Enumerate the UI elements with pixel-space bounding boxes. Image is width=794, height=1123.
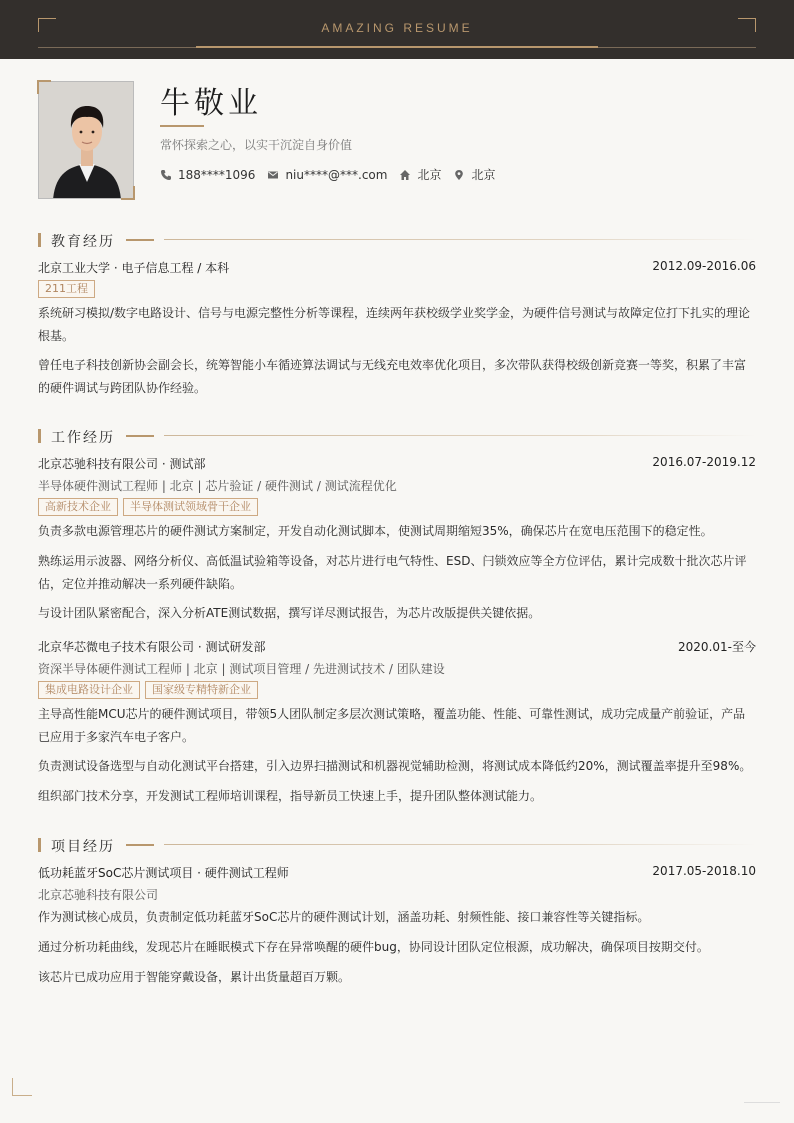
phone-text: 188****1096 xyxy=(178,167,256,182)
job-description: 与设计团队紧密配合，深入分析ATE测试数据，撰写详尽测试报告，为芯片改版提供关键依据。 xyxy=(38,606,541,620)
contact-email xyxy=(267,168,387,182)
candidate-motto: 常怀探索之心，以实干沉淀自身价值 xyxy=(160,138,353,152)
footer-divider xyxy=(744,1102,780,1103)
project-description: 该芯片已成功应用于智能穿戴设备，累计出货量超百万颗。 xyxy=(38,970,351,984)
mail-icon xyxy=(267,169,279,181)
job-description: 主导高性能MCU芯片的硬件测试项目，带领5人团队制定多层次测试策略，覆盖功能、性能、可靠性测试，成功完成量产前验证，产品已应用于多家汽车电子客户。 xyxy=(38,707,746,744)
job-period: 2016.07-2019.12 xyxy=(652,455,756,469)
project-description: 作为测试核心成员，负责制定低功耗蓝牙SoC芯片的硬件测试计划，涵盖功耗、射频性能、接口兼容性等关键指标。 xyxy=(38,910,650,924)
job-description: 熟练运用示波器、网络分析仪、高低温试验箱等设备，对芯片进行电气特性、ESD、闩锁效应等全方位评估，累计完成数十批次芯片评估，定位并推动解决一系列硬件缺陷。 xyxy=(38,554,747,591)
job-role: 资深半导体硬件测试工程师 | 北京 | 测试项目管理 / 先进测试技术 / 团队建设 xyxy=(38,662,445,676)
company-name: 北京芯驰科技有限公司 · 测试部 xyxy=(38,457,206,471)
tag-badge: 国家级专精特新企业 xyxy=(145,681,258,699)
project-description: 通过分析功耗曲线，发现芯片在睡眠模式下存在异常唤醒的硬件bug，协同设计团队定位根源，成功解决，确保项目按期交付。 xyxy=(38,940,709,954)
section-title: 工作经历 xyxy=(51,430,115,446)
section-header-projects xyxy=(38,836,756,854)
job-description: 组织部门技术分享，开发测试工程师培训课程，指导新员工快速上手，提升团队整体测试能力。 xyxy=(38,789,543,803)
photo-corner-accent xyxy=(37,80,51,94)
project-name: 低功耗蓝牙SoC芯片测试项目 · 硬件测试工程师 xyxy=(38,866,289,880)
avatar xyxy=(38,81,134,199)
tag-badge: 211工程 xyxy=(38,280,95,298)
email-text: niu****@***.com xyxy=(285,167,388,182)
corner-ornament-bottom xyxy=(12,1078,32,1096)
phone-icon xyxy=(160,169,172,181)
contact-location xyxy=(453,166,495,183)
section-header-work xyxy=(38,427,756,445)
person-portrait-icon xyxy=(39,82,134,199)
job-period: 2020.01-至今 xyxy=(678,640,756,654)
name-underline xyxy=(160,125,204,127)
location-text: 北京 xyxy=(471,168,496,182)
profile-photo xyxy=(38,81,134,199)
project-company: 北京芯驰科技有限公司 xyxy=(38,888,159,902)
candidate-name: 牛敬业 xyxy=(160,86,262,121)
project-period: 2017.05-2018.10 xyxy=(652,864,756,878)
education-description: 曾任电子科技创新协会副会长，统筹智能小车循迹算法调试与无线充电效率优化项目，多次带队获得校级创新竞赛一等奖，积累了丰富的硬件调试与跨团队协作经验。 xyxy=(38,358,747,395)
contact-home xyxy=(399,166,441,183)
section-title: 项目经历 xyxy=(51,839,115,855)
job-description: 负责多款电源管理芯片的硬件测试方案制定，开发自动化测试脚本，使测试周期缩短35%，确保芯片在宽电压范围下的稳定性。 xyxy=(38,524,713,538)
header-title: AMAZING RESUME xyxy=(321,21,473,35)
education-period: 2012.09-2016.06 xyxy=(652,259,756,273)
contact-phone xyxy=(160,168,255,182)
section-title: 教育经历 xyxy=(51,234,115,250)
school-name: 北京工业大学 · 电子信息工程 / 本科 xyxy=(38,261,230,275)
header-bar xyxy=(0,0,794,59)
section-header-education xyxy=(38,231,756,249)
education-tags xyxy=(38,280,100,298)
job-role: 半导体硬件测试工程师 | 北京 | 芯片验证 / 硬件测试 / 测试流程优化 xyxy=(38,479,397,493)
home-icon xyxy=(399,169,411,181)
job-tags xyxy=(38,498,263,516)
job-description: 负责测试设备选型与自动化测试平台搭建，引入边界扫描测试和机器视觉辅助检测，将测试成本降低约20%，测试覆盖率提升至98%。 xyxy=(38,759,752,773)
education-description: 系统研习模拟/数字电路设计、信号与电源完整性分析等课程，连续两年获校级学业奖学金，为硬件信号测试与故障定位打下扎实的理论根基。 xyxy=(38,306,751,343)
header-divider-accent xyxy=(196,46,598,48)
company-name: 北京华芯微电子技术有限公司 · 测试研发部 xyxy=(38,640,266,654)
contact-row xyxy=(160,166,507,183)
job-tags xyxy=(38,681,263,699)
tag-badge: 半导体测试领域骨干企业 xyxy=(123,498,258,516)
home-text: 北京 xyxy=(417,168,442,182)
tag-badge: 高新技术企业 xyxy=(38,498,118,516)
tag-badge: 集成电路设计企业 xyxy=(38,681,140,699)
photo-corner-accent xyxy=(121,186,135,200)
location-icon xyxy=(453,169,465,181)
